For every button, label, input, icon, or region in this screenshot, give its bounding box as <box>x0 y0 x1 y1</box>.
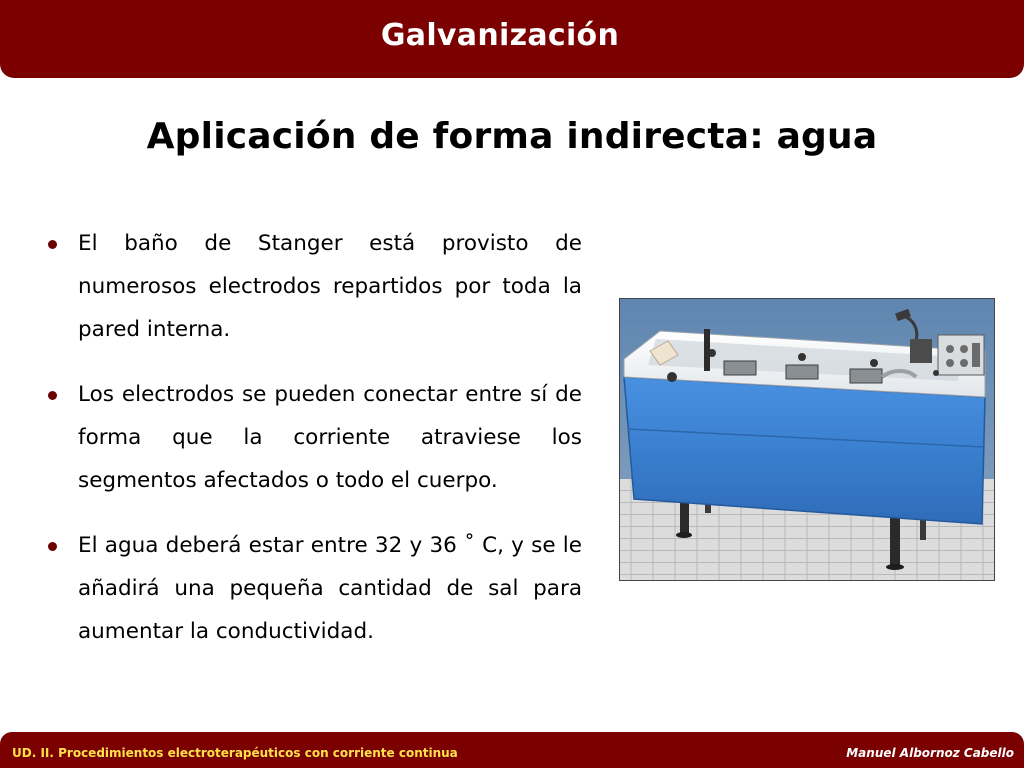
bullet-text: El baño de Stanger está provisto de numerosos electrodos repartidos por toda la pared interna. <box>78 231 582 342</box>
header-title: Galvanización <box>380 18 620 53</box>
footer-course-title: UD. II. Procedimientos electroterapéuticos con corriente continua <box>12 746 458 760</box>
header-bar <box>0 0 1024 78</box>
bullet-list <box>46 222 582 675</box>
slide-title: Aplicación de forma indirecta: agua <box>146 116 878 157</box>
bullet-text: El agua deberá estar entre 32 y 36 ˚ C, y se le añadirá una pequeña cantidad de sal para aumentar la conductividad. <box>78 533 582 644</box>
stanger-bath-photo <box>619 298 995 581</box>
bullet-item <box>46 373 582 502</box>
bullet-dot-icon <box>48 240 57 249</box>
bullet-item <box>46 222 582 351</box>
bullet-dot-icon <box>48 391 57 400</box>
bullet-text: Los electrodos se pueden conectar entre sí de forma que la corriente atraviese los segmentos afectados o todo el cuerpo. <box>78 382 582 493</box>
footer-bar <box>0 732 1024 768</box>
bullet-item <box>46 524 582 653</box>
footer-author: Manuel Albornoz Cabello <box>846 746 1014 760</box>
bullet-dot-icon <box>48 542 57 551</box>
